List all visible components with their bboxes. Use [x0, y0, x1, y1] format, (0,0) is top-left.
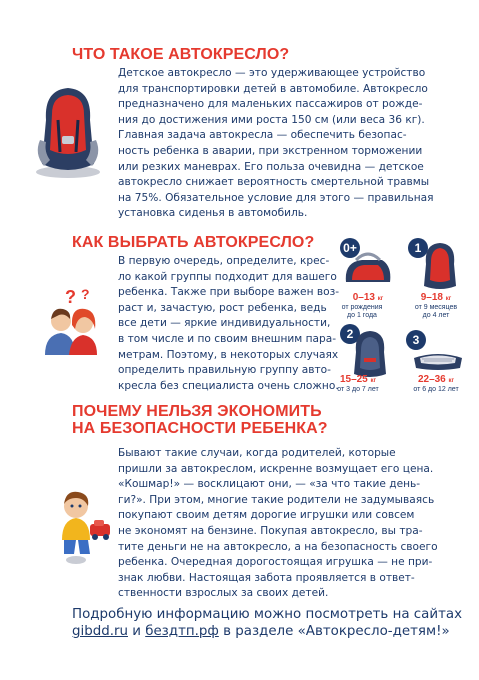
car-seat-group-icon: [420, 240, 460, 294]
group-age: от 9 месяцев до 4 лет: [414, 304, 458, 319]
group-badge: 1: [408, 238, 428, 258]
svg-text:?: ?: [65, 287, 76, 307]
section-why-not-save-text: Бывают такие случаи, когда родителей, которые пришли за автокреслом, искренне возмущает его цена. «Кошмар!» — восклицают они, — «за что такие день- ги?». При этом, многие такие родители не задумываясь покупают своим детям дорогие игрушки или совсем не экономят на бензине. Покупая автокресло, вы тра- тите деньги не на автокресло, а на безопасность своего ребенка. Очередная дорогостоящая игрушка — не при- знак любви. Настоящая забота проявляется в ответ- ственности взрослых за своих детей.: [118, 447, 438, 600]
svg-text:?: ?: [81, 286, 90, 302]
gibdd-link[interactable]: gibdd.ru: [72, 624, 128, 639]
group-badge: 0+: [340, 238, 360, 258]
group-age: от рождения до 1 года: [341, 304, 383, 319]
section-what-is-text: Детское автокресло — это удерживающее устройство для транспортировки детей в автомобиле. Автокресло предназначено для маленьких пассажиров от рожде- ния до достижения ими роста 150 см (или веса 36 кг). Главная задача автокресла — обеспечить безопас- ность ребенка в аварии, при экстренном торможении или резких маневрах. Его польза очевидна — детское автокресло снижает вероятность смертельной травмы на 75%. Обязательное условие для этого — правильная установка сиденья в автомобиль.: [118, 67, 434, 220]
section-what-is-title: ЧТО ТАКОЕ АВТОКРЕСЛО?: [72, 46, 290, 63]
section-how-to-choose-title: КАК ВЫБРАТЬ АВТОКРЕСЛО?: [72, 234, 315, 251]
group-weight: 15–25 кг: [339, 374, 377, 385]
child-toy-car-illustration: [50, 488, 114, 568]
parents-thinking-illustration: [35, 285, 107, 355]
group-badge: 2: [340, 324, 360, 344]
car-seat-groups: [336, 234, 472, 393]
group-age: от 3 до 7 лет: [337, 386, 379, 393]
footer-line2: gibdd.ru и бездтп.рф в разделе «Автокресло-детям!»: [72, 624, 450, 639]
car-seat-group-icon: [412, 350, 464, 376]
footer-line1: Подробную информацию можно посмотреть на сайтах: [72, 607, 463, 622]
section-how-to-choose-text: В первую очередь, определите, крес- ло какой группы подходит для вашего ребенка. Также при выборе важен воз- раст и, зачастую, рост ребенка, ведь все дети — яркие индивидуальности, в том числе и по своим внешним пара- метрам. Поэтому, в некоторых случаях определить правильную группу авто- кресла без специалиста очень сложно.: [118, 255, 340, 392]
car-seat-group-icon: [342, 252, 394, 292]
group-badge: 3: [406, 330, 426, 350]
section-why-not-save-title-line1: ПОЧЕМУ НЕЛЬЗЯ ЭКОНОМИТЬ: [72, 403, 322, 420]
footer-text: [72, 606, 462, 640]
group-age: от 6 до 12 лет: [413, 386, 459, 393]
section-why-not-save-title-line2: НА БЕЗОПАСНОСТИ РЕБЕНКА?: [72, 420, 328, 437]
group-weight: 22–36 кг: [417, 374, 455, 385]
group-weight: 0–13 кг: [352, 292, 384, 303]
bezdtp-link[interactable]: бездтп.рф: [145, 624, 219, 639]
car-seat-illustration: [28, 80, 108, 180]
group-weight: 9–18 кг: [420, 292, 452, 303]
